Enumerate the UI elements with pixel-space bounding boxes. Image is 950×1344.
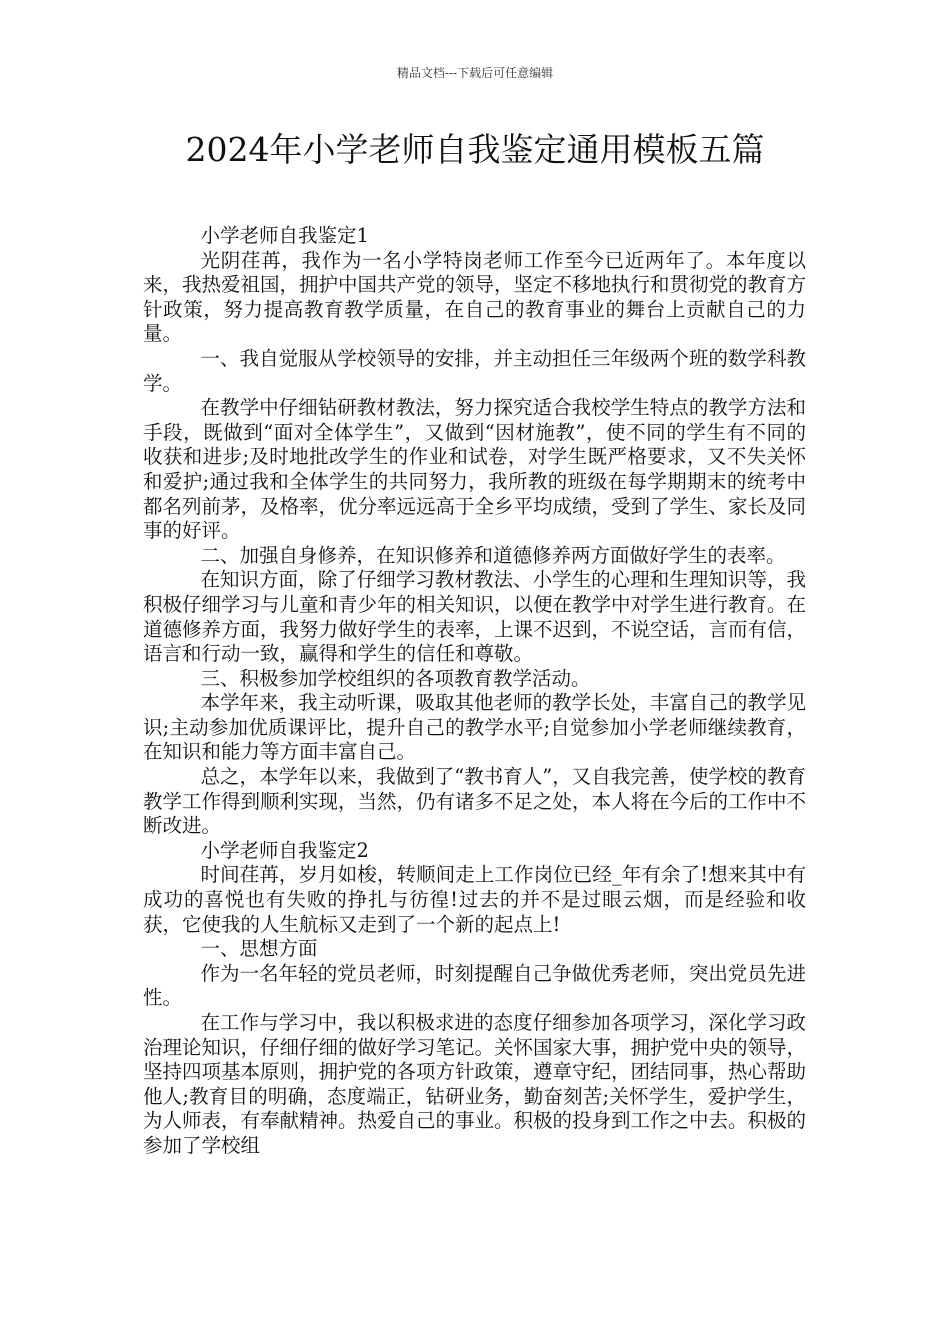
document-body <box>143 224 806 1159</box>
paragraph: 本学年来，我主动听课，吸取其他老师的教学长处，丰富自己的教学见识;主动参加优质课评比，提升自己的教学水平;自觉参加小学老师继续教育，在知识和能力等方面丰富自己。 <box>143 691 806 764</box>
section-heading-2: 小学老师自我鉴定2 <box>200 838 369 862</box>
paragraph: 在教学中仔细钻研教材教法，努力探究适合我校学生特点的教学方法和手段，既做到“面对全体学生”，又做到“因材施教”，使不同的学生有不同的收获和进步;及时地批改学生的作业和试卷，对学生既严格要求，又不失关怀和爱护;通过我和全体学生的共同努力，我所教的班级在每学期期末的统考中都名列前茅，及格率，优分率远远高于全乡平均成绩，受到了学生、家长及同事的好评。 <box>143 396 807 543</box>
section-heading-1: 小学老师自我鉴定1 <box>200 224 369 247</box>
paragraph: 三、积极参加学校组织的各项教育教学活动。 <box>200 666 591 690</box>
paragraph: 一、思想方面 <box>200 937 318 961</box>
paragraph: 作为一名年轻的党员老师，时刻提醒自己争做优秀老师，突出党员先进性。 <box>143 961 806 1010</box>
paragraph: 二、加强自身修养，在知识修养和道德修养两方面做好学生的表率。 <box>200 543 786 567</box>
paragraph: 在工作与学习中，我以积极求进的态度仔细参加各项学习，深化学习政治理论知识，仔细仔细的做好学习笔记。关怀国家大事，拥护党中央的领导，坚持四项基本原则，拥护党的各项方针政策，遵章守纪，团结同事，热心帮助他人;教育目的明确，态度端正，钻研业务，勤奋刻苦;关怀学生，爱护学生，为人师表，有奉献精神。热爱自己的事业。积极的投身到工作之中去。积极的参加了学校组 <box>143 1011 807 1157</box>
paragraph: 在知识方面，除了仔细学习教材教法、小学生的心理和生理知识等，我积极仔细学习与儿童和青少年的相关知识，以便在教学中对学生进行教育。在道德修养方面，我努力做好学生的表率，上课不迟到，不说空话，言而有信，语言和行动一致，赢得和学生的信任和尊敬。 <box>143 568 807 666</box>
paragraph: 时间荏苒，岁月如梭，转顺间走上工作岗位已经_年有余了!想来其中有成功的喜悦也有失败的挣扎与彷徨!过去的并不是过眼云烟，而是经验和收获，它使我的人生航标又走到了一个新的起点上! <box>143 863 806 936</box>
document-title: 2024年小学老师自我鉴定通用模板五篇 <box>185 130 765 169</box>
header-note: 精品文档---下载后可任意编辑 <box>396 66 554 80</box>
paragraph: 总之，本学年以来，我做到了“教书育人”，又自我完善，使学校的教育教学工作得到顺利实现，当然，仍有诸多不足之处，本人将在今后的工作中不断改进。 <box>143 765 807 838</box>
paragraph: 一、我自觉服从学校领导的安排，并主动担任三年级两个班的数学科教学。 <box>143 346 806 395</box>
paragraph: 光阴荏苒，我作为一名小学特岗老师工作至今已近两年了。本年度以来，我热爱祖国，拥护中国共产党的领导，坚定不移地执行和贯彻党的教育方针政策，努力提高教育教学质量，在自己的教育事业的舞台上贡献自己的力量。 <box>143 248 807 346</box>
